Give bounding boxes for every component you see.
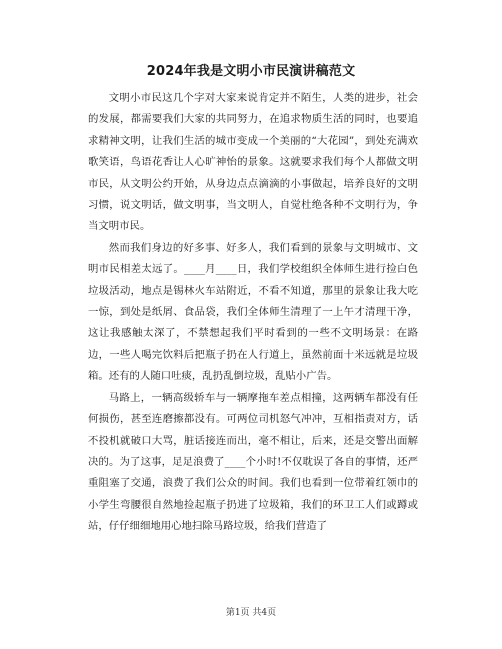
paragraph-2: 然而我们身边的好多事、好多人，我们看到的景象与文明城市、文明市民相差太远了。____月____日，我们学校组织全体师生进行捡白色垃圾活动，地点是锡林火车站附近，不看不知道，那里的景象让我大吃一惊，到处是纸屑、食品袋，我们全体师生清理了一上午才清理干净，这让我感触太深了，不禁想起我们平时看到的一些不文明场景：在路边，一些人喝完饮料后把瓶子扔在人行道上，虽然前面十米远就是垃圾箱。还有的人随口吐痰，乱扔乱倒垃圾，乱贴小广告。 (88, 241, 418, 383)
paragraph-1: 文明小市民这几个字对大家来说肯定并不陌生，人类的进步，社会的发展，都需要我们大家的共同努力，在追求物质生活的同时，也要追求精神文明，让我们生活的城市变成一个美丽的“大花园”，到处充满欢歌笑语，鸟语花香让人心旷神怡的景象。这就要求我们每个人都做文明市民，从文明公约开始，从身边点点滴滴的小事做起，培养良好的文明习惯，说文明话，做文明事，当文明人，自觉杜绝各种不文明行为，争当文明市民。 (88, 92, 418, 233)
document-body (88, 88, 418, 538)
page-number-footer: 第1页 共4页 (225, 608, 277, 618)
paragraph-3: 马路上，一辆高级轿车与一辆摩拖车差点相撞，这两辆车都没有任何损伤，甚至连磨擦都没有。可两位司机怒气冲冲，互相指责对方，话不投机就破口大骂，脏话接连而出，毫不相让，后来，还是交警出面解决的。为了这事，足足浪费了____个小时!不仅耽误了各自的事情，还严重阻塞了交通，浪费了我们公众的时间。我们也看到一位带着红领巾的小学生弯腰很自然地捡起瓶子扔进了垃圾箱，我们的环卫工人们或蹲或站，仔仔细细地用心地扫除马路垃圾，给我们营造了 (88, 391, 418, 533)
document-title: 2024年我是文明小市民演讲稿范文 (146, 64, 356, 79)
